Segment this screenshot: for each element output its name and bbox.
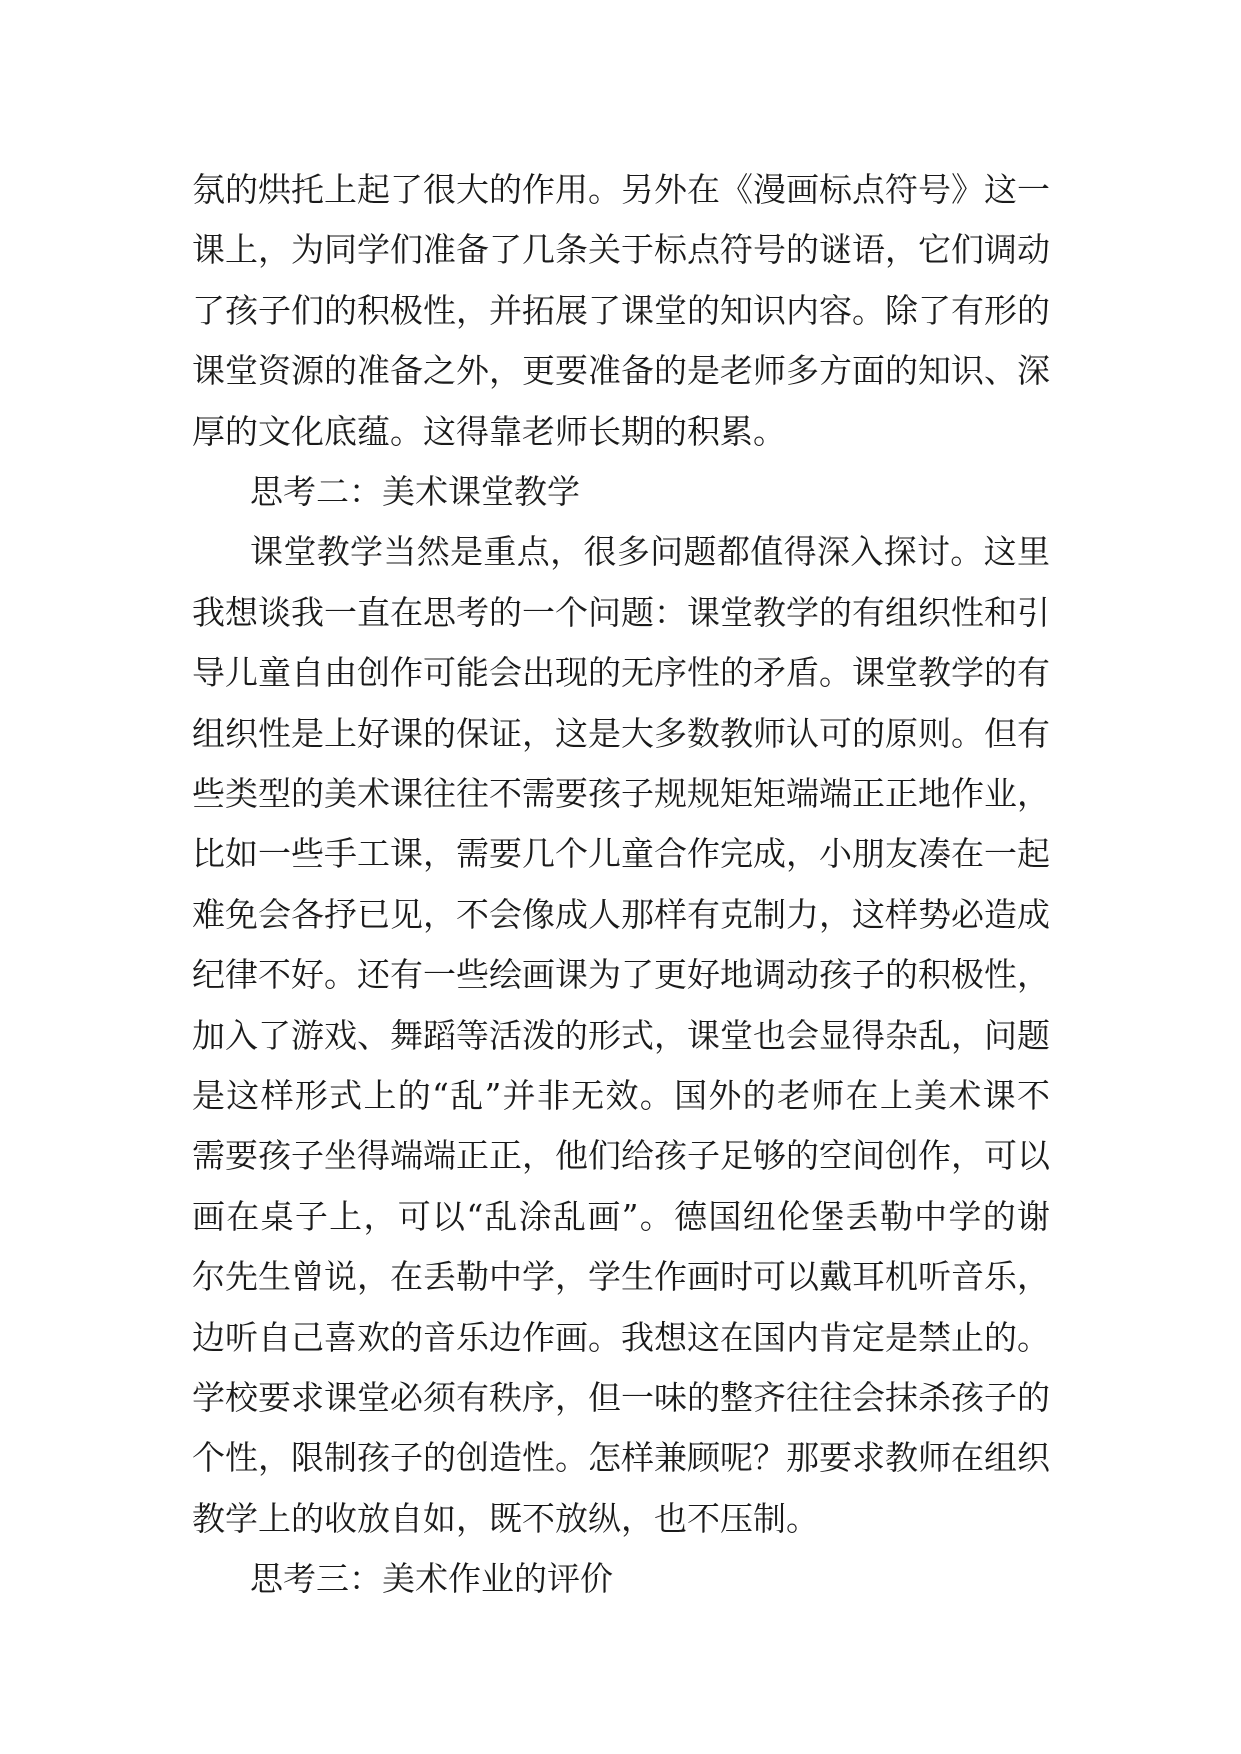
text-line: 课堂资源的准备之外，更要准备的是老师多方面的知识、深 [192, 351, 1050, 391]
text-line: 我想谈我一直在思考的一个问题：课堂教学的有组织性和引 [192, 592, 1050, 632]
text-line: 课堂教学当然是重点，很多问题都值得深入探讨。这里 [250, 532, 1050, 572]
text-line: 教学上的收放自如，既不放纵，也不压制。 [192, 1498, 819, 1538]
text-line: 学校要求课堂必须有秩序，但一味的整齐往往会抹杀孩子的 [192, 1378, 1050, 1417]
section-heading: 思考二：美术课堂教学 [250, 472, 580, 511]
section-heading: 思考三：美术作业的评价 [250, 1559, 613, 1599]
text-line: 纪律不好。还有一些绘画课为了更好地调动孩子的积极性， [192, 955, 1050, 995]
text-line: 导儿童自由创作可能会出现的无序性的矛盾。课堂教学的有 [192, 653, 1050, 693]
text-line: 边听自己喜欢的音乐边作画。我想这在国内肯定是禁止的。 [192, 1317, 1050, 1357]
text-line: 了孩子们的积极性，并拓展了课堂的知识内容。除了有形的 [192, 290, 1050, 330]
text-line: 难免会各抒已见，不会像成人那样有克制力，这样势必造成 [192, 894, 1050, 934]
text-line: 是这样形式上的“乱”并非无效。国外的老师在上美术课不 [192, 1076, 1050, 1115]
text-line: 组织性是上好课的保证，这是大多数教师认可的原则。但有 [192, 713, 1050, 753]
text-line: 加入了游戏、舞蹈等活泼的形式，课堂也会显得杂乱，问题 [192, 1015, 1050, 1055]
text-line: 课上，为同学们准备了几条关于标点符号的谜语，它们调动 [192, 230, 1050, 270]
text-line: 个性，限制孩子的创造性。怎样兼顾呢？那要求教师在组织 [192, 1438, 1050, 1478]
text-line: 尔先生曾说，在丢勒中学，学生作画时可以戴耳机听音乐， [192, 1257, 1050, 1297]
text-line: 比如一些手工课，需要几个儿童合作完成，小朋友凑在一起 [192, 834, 1050, 874]
text-line: 氛的烘托上起了很大的作用。另外在《漫画标点符号》这一 [192, 170, 1050, 209]
text-line: 些类型的美术课往往不需要孩子规规矩矩端端正正地作业， [192, 774, 1050, 813]
text-line: 画在桌子上，可以“乱涂乱画”。德国纽伦堡丢勒中学的谢 [192, 1196, 1050, 1236]
text-line: 厚的文化底蕴。这得靠老师长期的积累。 [192, 411, 786, 451]
text-line: 需要孩子坐得端端正正，他们给孩子足够的空间创作，可以 [192, 1136, 1050, 1176]
